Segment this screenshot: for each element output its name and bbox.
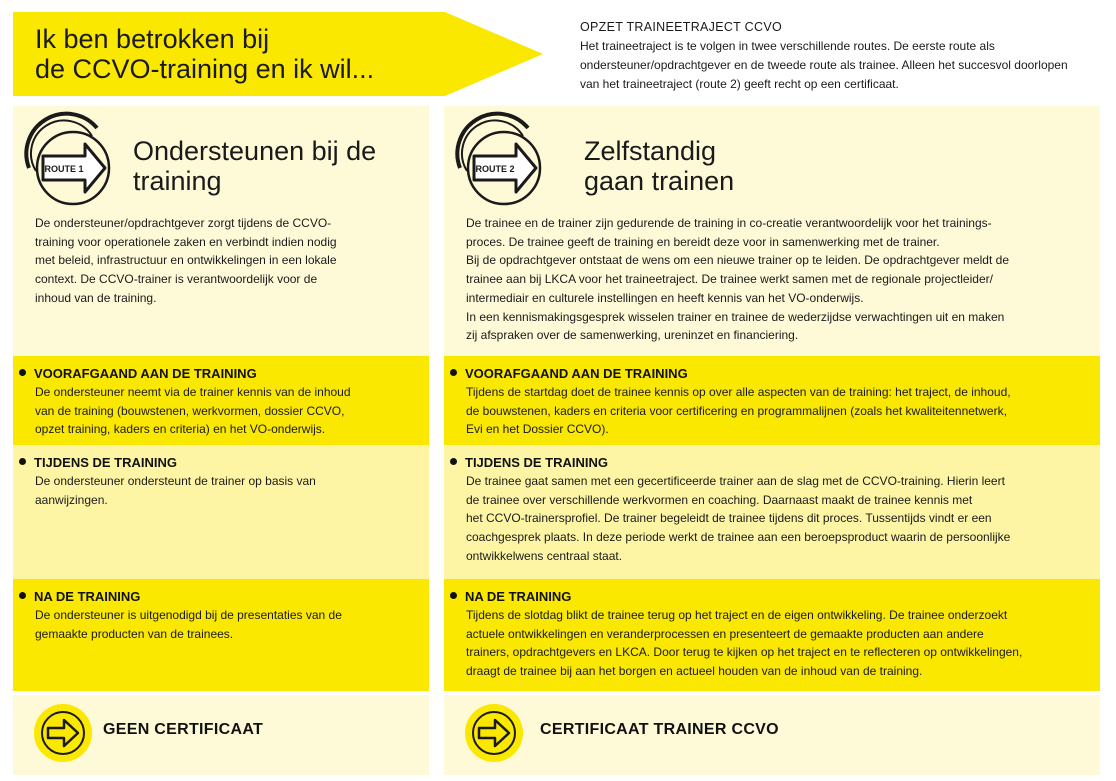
certificate-label: GEEN CERTIFICAAT: [103, 721, 264, 738]
section-title: NA DE TRAINING: [34, 589, 141, 604]
section-title: VOORAFGAAND AAN DE TRAINING: [465, 366, 688, 381]
section-title: NA DE TRAINING: [465, 589, 572, 604]
bullet-icon: [450, 592, 457, 599]
route-1-title: Ondersteunen bij de training: [133, 136, 377, 196]
banner-title: Ik ben betrokken bij de CCVO-training en ik wil...: [35, 24, 375, 84]
bullet-icon: [19, 369, 26, 376]
route-2-before-section: [444, 356, 1100, 445]
circle-arrow-icon: [33, 703, 93, 763]
route-2-after-section: [444, 579, 1100, 691]
bullet-icon: [450, 369, 457, 376]
route-1-during-section: [13, 445, 429, 579]
route-1-label: ROUTE 1: [44, 164, 84, 174]
banner: [13, 12, 543, 96]
section-title: TIJDENS DE TRAINING: [465, 455, 609, 470]
section-body: Tijdens de startdag doet de trainee kennis op over alle aspecten van de training: het traject, de inhoud, de bouwstenen, kaders en criteria voor certificering en programmalijnen (zoals het kwaliteitennetwerk, Evi en het Dossier CCVO).: [466, 385, 1011, 437]
route-2-label: ROUTE 2: [475, 164, 515, 174]
route-arrow-icon: [450, 110, 550, 210]
route-1-before-section: [13, 356, 429, 445]
section-body: Tijdens de slotdag blikt de trainee terug op het traject en de eigen ontwikkeling. De trainee onderzoekt actuele ontwikkelingen en veranderprocessen en presenteert de gemaakte producten aan andere trainers, opdrachtgevers en LKCA. Door terug te kijken op het traject en te reflecteren op ontwikkelingen, draagt de trainee bij aan het borgen en actueel houden van de inhoud van de training.: [466, 608, 1023, 679]
route-arrow-icon: [19, 110, 119, 210]
intro: [580, 18, 1080, 94]
route-2-title: Zelfstandig gaan trainen: [584, 136, 735, 196]
bullet-icon: [19, 592, 26, 599]
route-1-description: De ondersteuner/opdrachtgever zorgt tijdens de CCVO- training voor operationele zaken en verbindt indien nodig met beleid, infrastructuur en ontwikkelingen in een lokale context. De CCVO-trainer is verantwoordelijk voor de inhoud van de training.: [35, 216, 337, 305]
route-1-header: [13, 106, 429, 356]
section-body: De trainee gaat samen met een gecertificeerde trainer aan de slag met de CCVO-training. Hierin leert de trainee over verschillende werkvormen en coaching. Daarnaast maakt de trainee kennis met het CCVO-trainersprofiel. De trainer begeleidt de trainee tijdens dit proces. Tussentijds vindt er een coachgesprek plaats. In deze periode werkt de trainee aan een beroepsproduct waarin de persoonlijke ontwikkelwens centraal staat.: [466, 474, 1011, 563]
route-1-after-section: [13, 579, 429, 691]
bullet-icon: [19, 458, 26, 465]
circle-arrow-icon: [464, 703, 524, 763]
section-body: De ondersteuner neemt via de trainer kennis van de inhoud van de training (bouwstenen, werkvormen, dossier CCVO, opzet training, kaders en criteria) en het VO-onderwijs.: [35, 385, 351, 437]
section-body: De ondersteuner is uitgenodigd bij de presentaties van de gemaakte producten van de trainees.: [35, 608, 342, 641]
intro-body: Het traineetraject is te volgen in twee verschillende routes. De eerste route als ondersteuner/opdrachtgever en de tweede route als trainee. Alleen het succesvol doorlopen van het traineetraject (route 2) geeft recht op een certificaat.: [580, 39, 1068, 91]
intro-title: OPZET TRAINEETRAJECT CCVO: [580, 20, 782, 34]
route-2-certificate: [444, 695, 1100, 775]
certificate-label: CERTIFICAAT TRAINER CCVO: [540, 721, 779, 738]
route-2-during-section: [444, 445, 1100, 579]
bullet-icon: [450, 458, 457, 465]
section-body: De ondersteuner ondersteunt de trainer op basis van aanwijzingen.: [35, 474, 316, 507]
route-1-certificate: [13, 695, 429, 775]
route-2-description: De trainee en de trainer zijn gedurende de training in co-creatie verantwoordelijk voor het trainings- proces. De trainee geeft de training en bereidt deze voor in samenwerking met de trainer. Bij de opdrachtgever ontstaat de wens om een nieuwe trainer op te leiden. De opdrachtgever meldt de trainee aan bij LKCA voor het traineetraject. De trainee werkt samen met de regionale projectleider/ intermediair en culturele instellingen en heeft kennis van het VO-onderwijs. In een kennismakingsgesprek wisselen trainer en trainee de wederzijdse verwachtingen uit en maken zij afspraken over de samenwerking, ureninzet en financiering.: [466, 216, 1009, 343]
route-2-header: [444, 106, 1100, 356]
section-title: VOORAFGAAND AAN DE TRAINING: [34, 366, 257, 381]
section-title: TIJDENS DE TRAINING: [34, 455, 178, 470]
